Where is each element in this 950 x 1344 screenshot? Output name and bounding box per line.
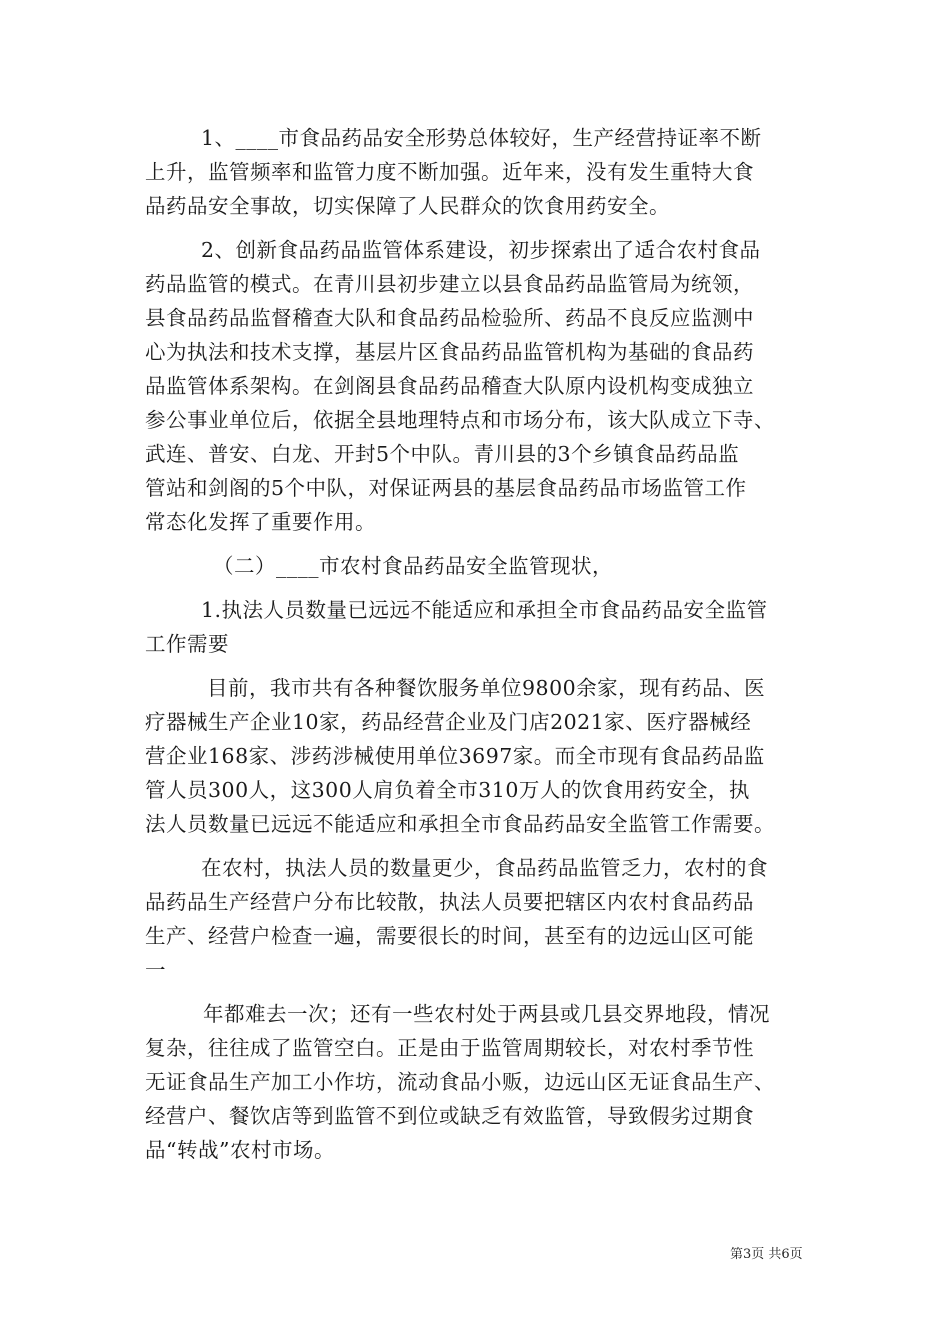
paragraph (145, 549, 815, 583)
text-line: 品药品安全事故，切实保障了人民群众的饮食用药安全。 (145, 194, 670, 218)
paragraph (145, 851, 815, 987)
text-line: 生产、经营户检查一遍，需要很长的时间，甚至有的边远山区可能 (145, 924, 754, 948)
text-line: 年都难去一次；还有一些农村处于两县或几县交界地段，情况 (203, 1002, 770, 1026)
paragraph-gap (145, 583, 815, 593)
text-line: 1、____市食品药品安全形势总体较好，生产经营持证率不断 (201, 126, 762, 150)
text-line: 参公事业单位后，依据全县地理特点和市场分布，该大队成立下寺、 (145, 408, 775, 432)
text-line: 2、创新食品药品监管体系建设，初步探索出了适合农村食品 (201, 238, 761, 262)
paragraph-gap (145, 539, 815, 549)
text-line: 无证食品生产加工小作坊，流动食品小贩，边远山区无证食品生产、 (145, 1070, 775, 1094)
text-line: 目前，我市共有各种餐饮服务单位9800余家，现有药品、医 (207, 676, 766, 700)
text-line: 疗器械生产企业10家，药品经营企业及门店2021家、医疗器械经 (145, 710, 752, 734)
text-line: （二）____市农村食品药品安全监管现状， (213, 554, 613, 578)
paragraph-gap (145, 661, 815, 671)
paragraph-gap (145, 987, 815, 997)
text-line: 复杂，往往成了监管空白。正是由于监管周期较长，对农村季节性 (145, 1036, 754, 1060)
paragraph (145, 997, 815, 1167)
text-line: 心为执法和技术支撑，基层片区食品药品监管机构为基础的食品药 (145, 340, 754, 364)
text-line: 1.执法人员数量已远远不能适应和承担全市食品药品安全监管 (201, 598, 768, 622)
text-line: 管人员300人，这300人肩负着全市310万人的饮食用药安全，执 (145, 778, 750, 802)
text-line: 上升，监管频率和监管力度不断加强。近年来，没有发生重特大食 (145, 160, 754, 184)
text-line: 经营户、餐饮店等到监管不到位或缺乏有效监管，导致假劣过期食 (145, 1104, 754, 1128)
paragraph-gap (145, 841, 815, 851)
text-line: 品药品生产经营户分布比较散，执法人员要把辖区内农村食品药品 (145, 890, 754, 914)
paragraph (145, 233, 815, 539)
paragraph (145, 593, 815, 661)
text-line: 营企业168家、涉药涉械使用单位3697家。而全市现有食品药品监 (145, 744, 765, 768)
text-line: 品监管体系架构。在剑阁县食品药品稽查大队原内设机构变成独立 (145, 374, 754, 398)
page-number-footer: 第3页 共6页 (730, 1247, 803, 1262)
text-line: 常态化发挥了重要作用。 (145, 510, 376, 534)
paragraph-gap (145, 223, 815, 233)
paragraph (145, 671, 815, 841)
text-line: 县食品药品监督稽查大队和食品药品检验所、药品不良反应监测中 (145, 306, 754, 330)
text-line: 管站和剑阁的5个中队，对保证两县的基层食品药品市场监管工作 (145, 476, 747, 500)
text-line: 一 (145, 958, 166, 982)
text-line: 品“转战”农村市场。 (145, 1138, 335, 1162)
text-line: 武连、普安、白龙、开封5个中队。青川县的3个乡镇食品药品监 (145, 442, 740, 466)
text-line: 药品监管的模式。在青川县初步建立以县食品药品监管局为统领， (145, 272, 754, 296)
text-line: 工作需要 (145, 632, 229, 656)
text-line: 法人员数量已远远不能适应和承担全市食品药品安全监管工作需要。 (145, 812, 775, 836)
paragraph (145, 121, 815, 223)
text-line: 在农村，执法人员的数量更少，食品药品监管乏力，农村的食 (201, 856, 768, 880)
document-body (145, 121, 815, 1167)
